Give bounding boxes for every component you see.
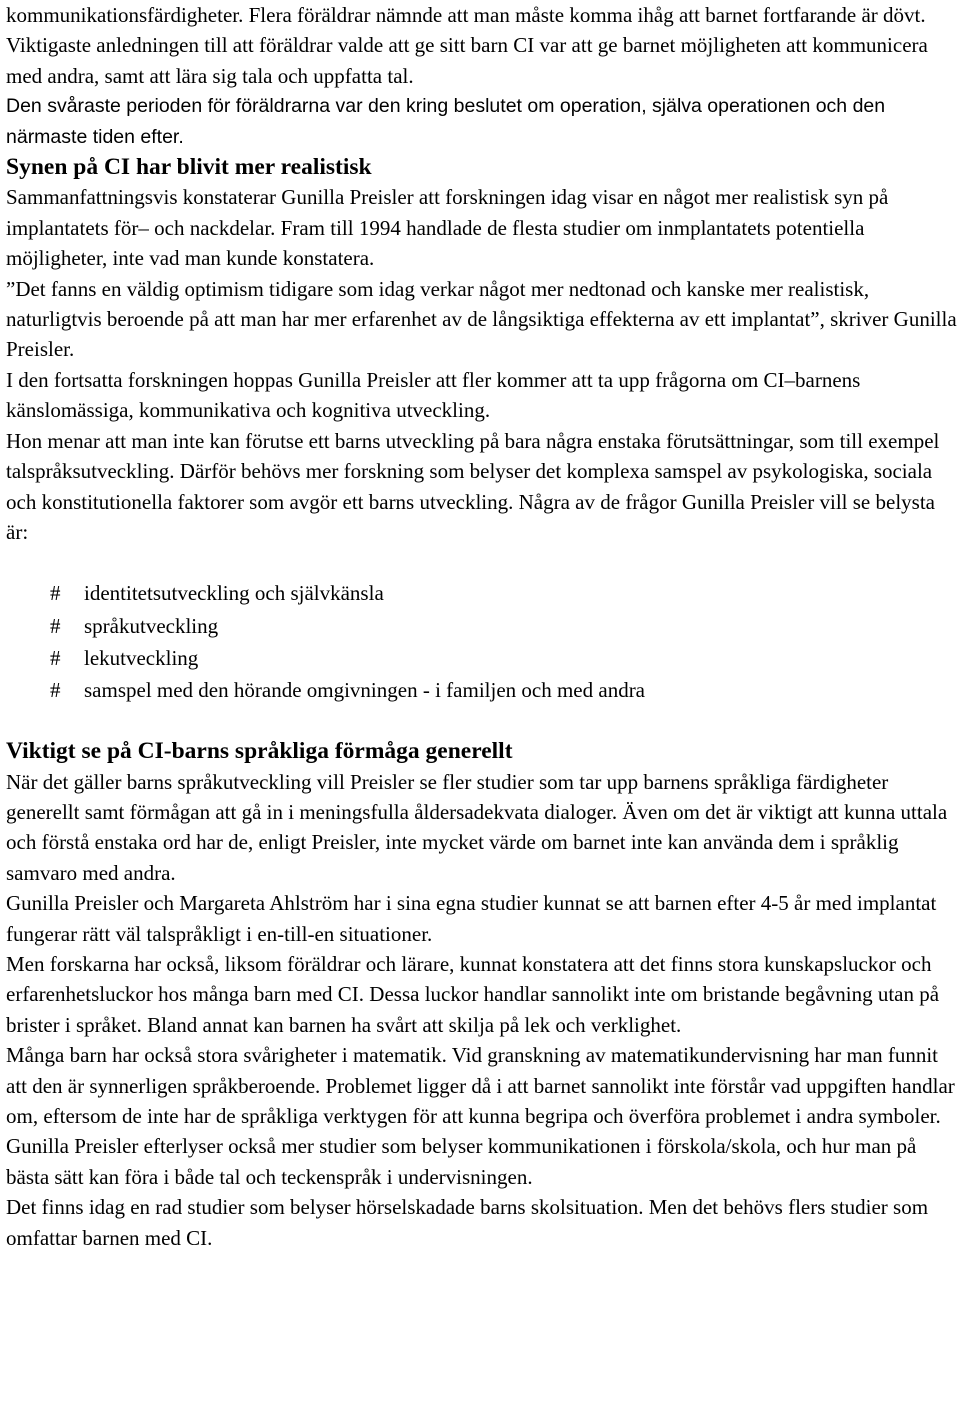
hash-bullet-marker: # xyxy=(50,677,61,702)
list-item xyxy=(50,610,958,642)
paragraph-continued-research: I den fortsatta forskningen hoppas Gunilla Preisler att fler kommer att ta upp frågorna om CI–barnens känslomässiga, kommunikativa och kognitiva utveckling. xyxy=(6,367,861,423)
hash-bullet-marker: # xyxy=(50,581,61,606)
paragraph-language-development: När det gäller barns språkutveckling vill Preisler se fler studier som tar upp barnens språkliga färdigheter generellt samt förmågan att gå in i meningsfulla åldersadekvata dialoger. Även om det är viktigt att kunna uttala och förstå enstaka ord har de, enligt Preisler, inte mycket värde om barnet inte kan använda dem i språklig samvaro med andra. xyxy=(6,769,948,885)
paragraph-knowledge-gaps: Men forskarna har också, liksom föräldrar och lärare, kunnat konstatera att det finns stora kunskapsluckor och erfarenhetsluckor hos många barn med CI. Dessa luckor handlar sannolikt inte om bristande begåvning utan på brister i språket. Bland annat kan barnen ha svårt att skilja på lek och verklighet. xyxy=(6,951,940,1037)
hash-bullet-marker: # xyxy=(50,613,61,638)
spacer xyxy=(6,547,958,577)
hash-bullet-marker: # xyxy=(50,645,61,670)
list-item-text: samspel med den hörande omgivningen - i familjen och med andra xyxy=(84,677,646,702)
paragraph-continued: kommunikationsfärdigheter. Flera föräldrar nämnde att man måste komma ihåg att barnet fortfarande är dövt. xyxy=(6,3,926,27)
paragraph-summary: Sammanfattningsvis konstaterar Gunilla Preisler att forskningen idag visar en något mer realistisk syn på implantatets för– och nackdelar. Fram till 1994 handlade de flesta studier om inmplantatets potentiella möjligheter, inte vad man kunde konstatera. xyxy=(6,185,889,271)
paragraph-communication-school: Gunilla Preisler efterlyser också mer studier som belyser kommunikationen i förskola/skola, och hur man på bästa sätt kan föra i både tal och teckenspråk i undervisningen. xyxy=(6,1134,917,1189)
spacer xyxy=(6,706,958,736)
list-item-text: språkutveckling xyxy=(84,613,219,638)
paragraph-hardest-period: Den svåraste perioden för föräldrarna var den kring beslutet om operation, själva operationen och den närmaste tiden efter. xyxy=(6,95,886,148)
paragraph-mathematics: Många barn har också stora svårigheter i matematik. Vid granskning av matematikundervisning har man funnit att den är synnerligen språkberoende. Problemet ligger då i att barnet sannolikt inte förstår vad uppgiften handlar om, eftersom de inte har de språkliga verktygen för att kunna begripa och överföra problemet i andra symboler. xyxy=(6,1043,955,1128)
list-item-text: lekutveckling xyxy=(84,645,199,670)
list-item-text: identitetsutveckling och självkänsla xyxy=(84,581,384,606)
list-item xyxy=(50,577,958,609)
paragraph-development-factors: Hon menar att man inte kan förutse ett barns utveckling på bara några enstaka förutsättningar, som till exempel talspråksutveckling. Därför behövs mer forskning som belyser det komplexa samspel av psykologiska, sociala och konstitutionella faktorer som avgör ett barns utveckling. Några av de frågor Gunilla Preisler vill se belysta är: xyxy=(6,428,940,544)
paragraph-school-situation: Det finns idag en rad studier som belyser hörselskadade barns skolsituation. Men det behövs flers studier som omfattar barnen med CI. xyxy=(6,1195,929,1250)
paragraph-main-reason: Viktigaste anledningen till att föräldrar valde att ge sitt barn CI var att ge barnet möjligheten att kommunicera med andra, samt att lära sig tala och uppfatta tal. xyxy=(6,33,928,88)
list-item xyxy=(50,674,958,706)
section-heading-language-ability: Viktigt se på CI-barns språkliga förmåga generellt xyxy=(6,738,513,765)
paragraph-own-studies: Gunilla Preisler och Margareta Ahlström har i sina egna studier kunnat se att barnen efter 4-5 år med implantat fungerar rätt väl talspråkligt i en-till-en situationer. xyxy=(6,891,937,946)
paragraph-quote: ”Det fanns en väldig optimism tidigare som idag verkar något mer nedtonad och kanske mer realistisk, naturligtvis beroende på att man har mer erfarenhet av de långsiktiga effekterna av ett implantat”, skriver Gunilla Preisler. xyxy=(6,276,957,362)
document-page xyxy=(6,0,958,1253)
research-questions-list xyxy=(6,577,958,706)
section-heading-realistic-view: Synen på CI har blivit mer realistisk xyxy=(6,154,372,181)
list-item xyxy=(50,642,958,674)
